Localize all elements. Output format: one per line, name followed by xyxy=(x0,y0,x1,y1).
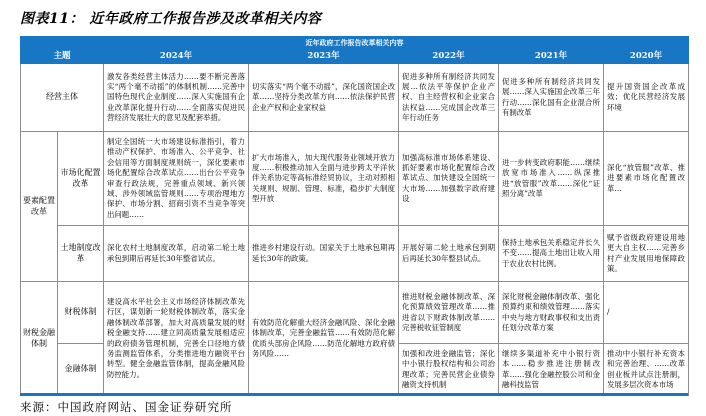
table-banner: 近年政府工作报告改革相关内容 xyxy=(21,37,689,49)
group-fiscal-finance: 财税金融体制 xyxy=(21,282,58,396)
col-header-2021: 2021年 xyxy=(499,49,604,64)
theme-operating-entities: 经营主体 xyxy=(21,64,104,132)
source-note: 来源：中国政府网站、国金证券研究所 xyxy=(20,400,233,414)
table-row xyxy=(21,64,689,132)
col-header-2022: 2022年 xyxy=(399,49,499,64)
cell-finance-2021: 继续多渠道补充中小银行资本……稳步推进注册制改革……强化金融控股公司和金融科技监管 xyxy=(499,344,604,396)
cell-operating-2024: 激发各类经营主体活力……要不断完善落实“两个毫不动摇”的体制机制……完善中国特色现代企业制度……深入实施国有企业改革深化提升行动……全面落实促进民营经济发展壮大的意见及配套举措。 xyxy=(104,64,249,132)
col-header-2020: 2020年 xyxy=(604,49,689,64)
col-header-2023: 2023年 xyxy=(249,49,399,64)
col-header-2024: 2024年 xyxy=(104,49,249,64)
col-header-theme: 主题 xyxy=(21,49,104,64)
table-bottom-rule xyxy=(20,393,688,396)
page-title: 图表11： 近年政府工作报告涉及改革相关内容 xyxy=(20,11,322,27)
cell-finance-2020: 推动中小银行补充资本和完善治理、……改革创业板并试点注册制，发展多层次资本市场 xyxy=(604,344,689,396)
cell-operating-2021: 促进多种所有制经济共同发展……深入实施国企改革三年行动……深化国有企业混合所有制改革 xyxy=(499,64,604,132)
cell-land-2022: 开展好第二轮土地承包到期后再延长30年整县试点。 xyxy=(399,226,499,282)
table-header-row xyxy=(21,49,689,64)
cell-land-2020: 赋予省级政府建设用地更大自主权……完善乡村产业发展用地保障政策。 xyxy=(604,226,689,282)
sub-theme-financial-system: 金融体制 xyxy=(58,344,104,396)
group-element-allocation: 要素配置改革 xyxy=(21,132,58,282)
cell-fiscal-finance-2024: 建设高水平社会主义市场经济体制改革先行区，谋划新一轮财税体制改革，落实金融体制改革部署，加大对高质量发展的财税金融支持……建立同高质量发展相适应的政府债务管理机制，完善全口径地方债务监测监管体系，分类推进地方融资平台转型。健全金融监管体制，提高金融风险防控能力。 xyxy=(104,282,249,396)
cell-operating-2020: 提升国资国企改革成效；优化民营经济发展环境 xyxy=(604,64,689,132)
cell-operating-2022: 促进多种所有制经济共同发展…依法平等保护企业产权、自主经营权和企业家合法权益……完成国企改革三年行动任务 xyxy=(399,64,499,132)
cell-fiscal-2020: / xyxy=(604,282,689,344)
cell-market-2022: 加强高标准市场体系建设、抓好要素市场化配置综合改革试点、加快建设全国统一大市场……加强数字政府建设 xyxy=(399,132,499,226)
cell-market-2021: 进一步转变政府职能……继续放宽市场准入……纵深推进“放管服”改革……深化“证照分离”改革 xyxy=(499,132,604,226)
cell-fiscal-2022: 推进财税金融体制改革、深化预算绩效管理改革……推进省以下财政体制改革……完善税收征管制度 xyxy=(399,282,499,344)
cell-market-2023: 扩大市场准入，加大现代服务业领域开放力度……积极推动加入全面与进步跨太平洋伙伴关系协定等高标准经贸协议，主动对照相关规则、规制、管理、标准，稳步扩大制度型开放 xyxy=(249,132,399,226)
cell-fiscal-2021: 深化财税金融体制改革、强化预算约束和绩效管理……落实中央与地方财政事权和支出责任划分改革方案 xyxy=(499,282,604,344)
cell-market-2024: 制定全国统一大市场建设标准指引，着力推动产权保护、市场准入、公平竞争、社会信用等方面制度规则统一，深化要素市场化配置综合改革试点……出台公平竞争审查行政法规，完善重点领域、新兴领域、涉外领域监管规则……专项治理地方保护、市场分割、招商引资不当竞争等突出问题…… xyxy=(104,132,249,226)
sub-theme-land-system: 土地制度改革 xyxy=(58,226,104,282)
cell-land-2021: 保持土地承包关系稳定并长久不变……提高土地出让收入用于农业农村比例。 xyxy=(499,226,604,282)
cell-land-2024: 深化农村土地制度改革，启动第二轮土地承包到期后再延长30年整省试点。 xyxy=(104,226,249,282)
sub-theme-market-allocation: 市场化配置改革 xyxy=(58,132,104,226)
cell-market-2020: 深化“放管服”改革、推进要素市场化配置改革… xyxy=(604,132,689,226)
sub-theme-fiscal-system: 财税体制 xyxy=(58,282,104,344)
table-banner-row xyxy=(21,37,689,49)
cell-fiscal-finance-2023: 有效防范化解重大经济金融风险、深化金融体制改革，完善金融监管……有效防范化解优质头部房企风险……防范化解地方政府债务风险…… xyxy=(249,282,399,396)
cell-operating-2023: 切实落实“两个毫不动摇”，深化国资国企改革……坚持分类改革方向……依法保护民营企业产权和企业家权益 xyxy=(249,64,399,132)
cell-land-2023: 推进乡村建设行动。国家关于土地承包期再延长30年的政策。 xyxy=(249,226,399,282)
table-row xyxy=(21,226,689,282)
reform-table xyxy=(20,36,689,396)
table-row xyxy=(21,282,689,344)
cell-finance-2022: 加强和改进金融监管；深化中小银行股权结构和公司治理改革；完善民营企业债券融资支持机制 xyxy=(399,344,499,396)
table-row xyxy=(21,132,689,226)
